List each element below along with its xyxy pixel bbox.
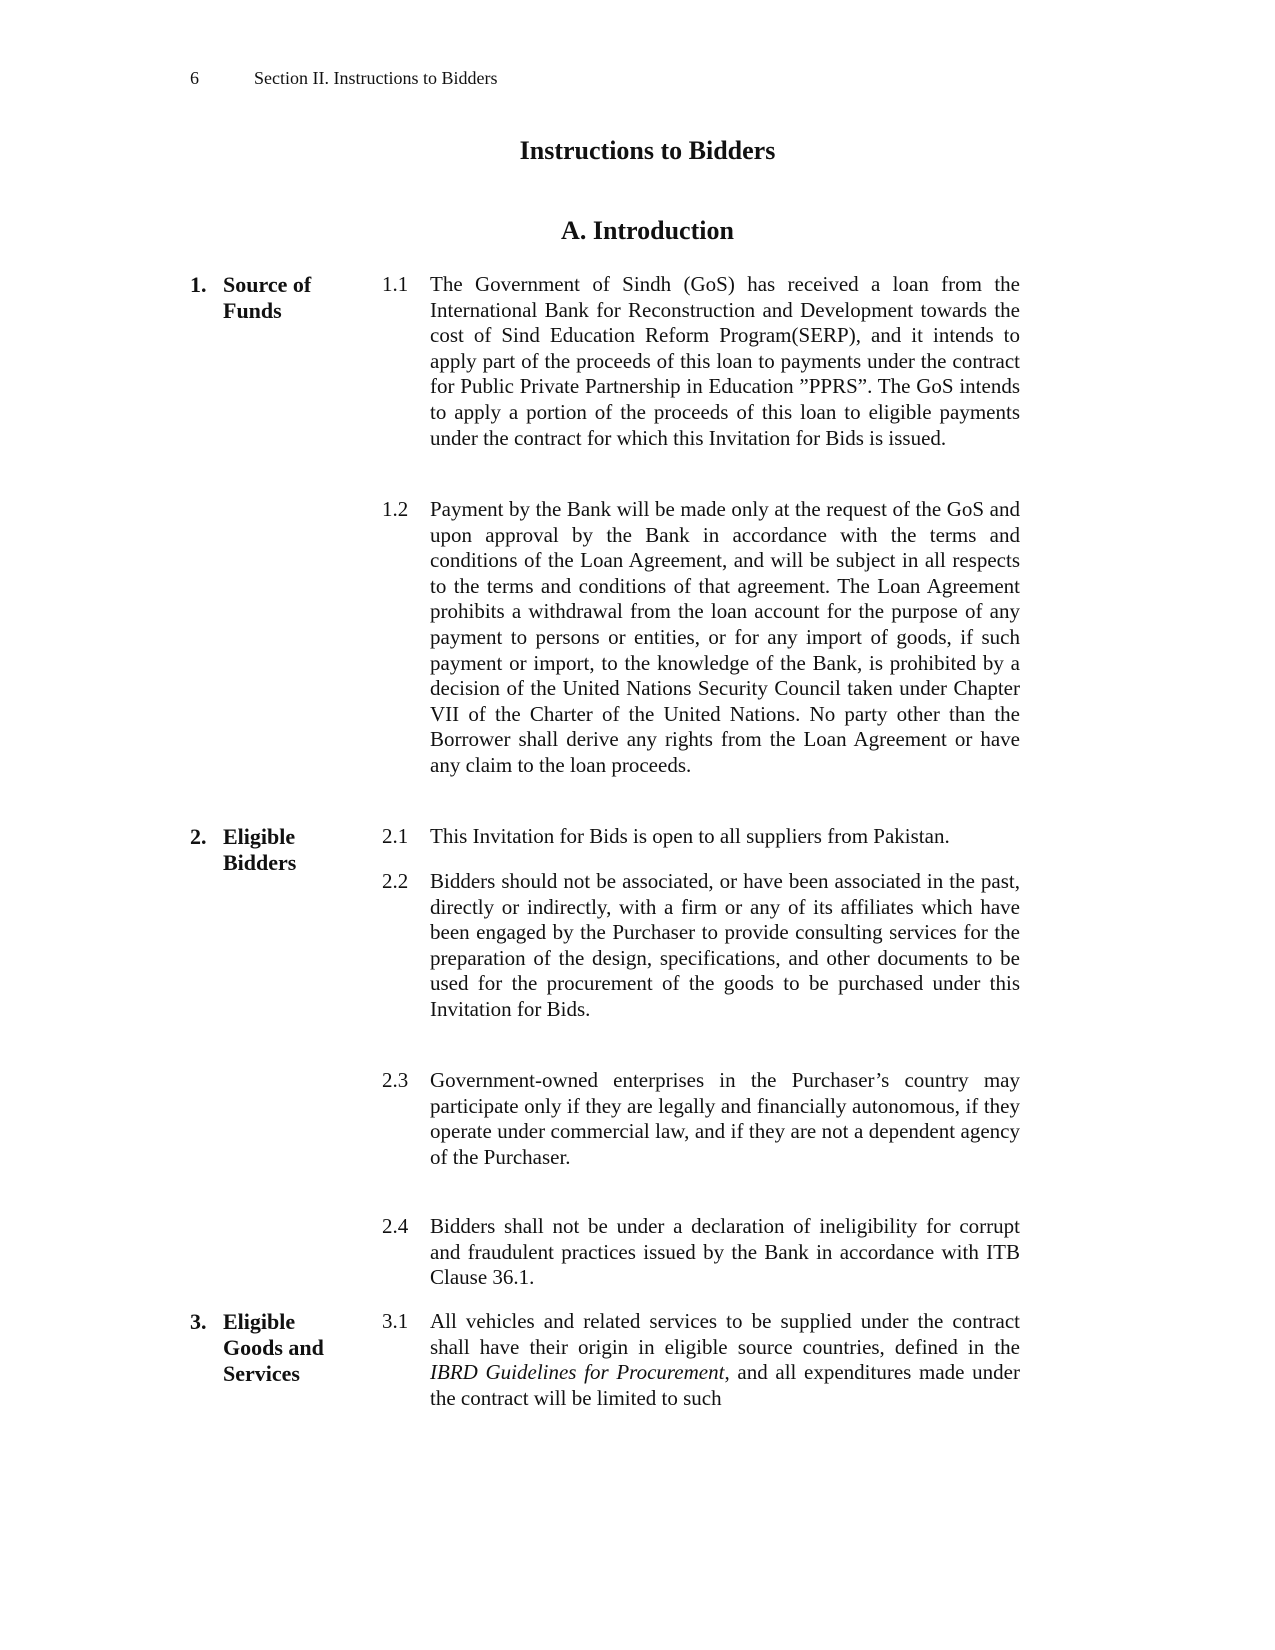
section-number: 1. — [190, 272, 207, 297]
clause-text-part: , and all expenditures made under the contract will be limited to such — [430, 1360, 1020, 1410]
running-header — [190, 68, 497, 89]
clause-1-1 — [382, 272, 1020, 451]
clause-2-2 — [382, 869, 1020, 1023]
clause-number: 2.4 — [382, 1214, 409, 1238]
clause-text: Government-owned enterprises in the Purchaser’s country may participate only if they are legally and financially autonomous, if they operate under commercial law, and if they are not a dependent agency of the Purchaser. — [430, 1068, 1020, 1169]
clause-text: Payment by the Bank will be made only at the request of the GoS and upon approval by the Bank in accordance with the terms and conditions of the Loan Agreement, and will be subject in all respects to the terms and conditions of that agreement. The Loan Agreement prohibits a withdrawal from the loan account for the purpose of any payment to persons or entities, or for any import of goods, if such payment or import, to the knowledge of the Bank, is prohibited by a decision of the United Nations Security Council taken under Chapter VII of the Charter of the United Nations. No party other than the Borrower shall derive any rights from the Loan Agreement or have any claim to the loan proceeds. — [430, 497, 1020, 777]
clause-text: The Government of Sindh (GoS) has received a loan from the International Bank for Reconstruction and Development towards the cost of Sind Education Reform Program(SERP), and it intends to apply part of the proceeds of this loan to payments under the contract for Public Private Partnership in Education ”PPRS”. The GoS intends to apply a portion of the proceeds of this loan to eligible payments under the contract for which this Invitation for Bids is issued. — [430, 272, 1020, 450]
clause-1-2 — [382, 497, 1020, 779]
section-label: Source of Funds — [223, 272, 312, 323]
clause-text-part: All vehicles and related services to be supplied under the contract shall have their origin in eligible source countries, defined in the — [430, 1309, 1020, 1359]
clause-number: 1.1 — [382, 272, 409, 296]
section-heading — [190, 272, 350, 324]
section-number: 3. — [190, 1309, 207, 1334]
clause-2-4 — [382, 1214, 1020, 1291]
clause-text — [430, 1309, 1020, 1411]
section-label: Eligible Bidders — [223, 824, 297, 875]
section-label: Eligible Goods and Services — [223, 1309, 324, 1386]
clause-number: 2.2 — [382, 869, 409, 893]
clause-text: This Invitation for Bids is open to all suppliers from Pakistan. — [430, 824, 950, 848]
section-number: 2. — [190, 824, 207, 849]
part-heading: A. Introduction — [561, 216, 734, 245]
clause-number: 2.3 — [382, 1068, 409, 1092]
clause-text: Bidders should not be associated, or have been associated in the past, directly or indirectly, with a firm or any of its affiliates which have been engaged by the Purchaser to provide consulting services for the preparation of the design, specifications, and other documents to be used for the procurement of the goods to be purchased under this Invitation for Bids. — [430, 869, 1020, 1021]
clause-text: Bidders shall not be under a declaration of ineligibility for corrupt and fraudulent practices issued by the Bank in accordance with ITB Clause 36.1. — [430, 1214, 1020, 1290]
clause-2-1 — [382, 824, 1020, 850]
clause-number: 2.1 — [382, 824, 409, 848]
page-number: 6 — [190, 68, 199, 88]
section-heading — [190, 824, 350, 876]
section-heading — [190, 1309, 350, 1387]
guidelines-reference: IBRD Guidelines for Procurement — [430, 1360, 725, 1385]
running-title: Section II. Instructions to Bidders — [254, 68, 498, 88]
document-title: Instructions to Bidders — [519, 136, 776, 165]
clause-number: 3.1 — [382, 1309, 409, 1333]
clause-2-3 — [382, 1068, 1020, 1170]
clause-number: 1.2 — [382, 497, 409, 521]
clause-3-1 — [382, 1309, 1020, 1411]
